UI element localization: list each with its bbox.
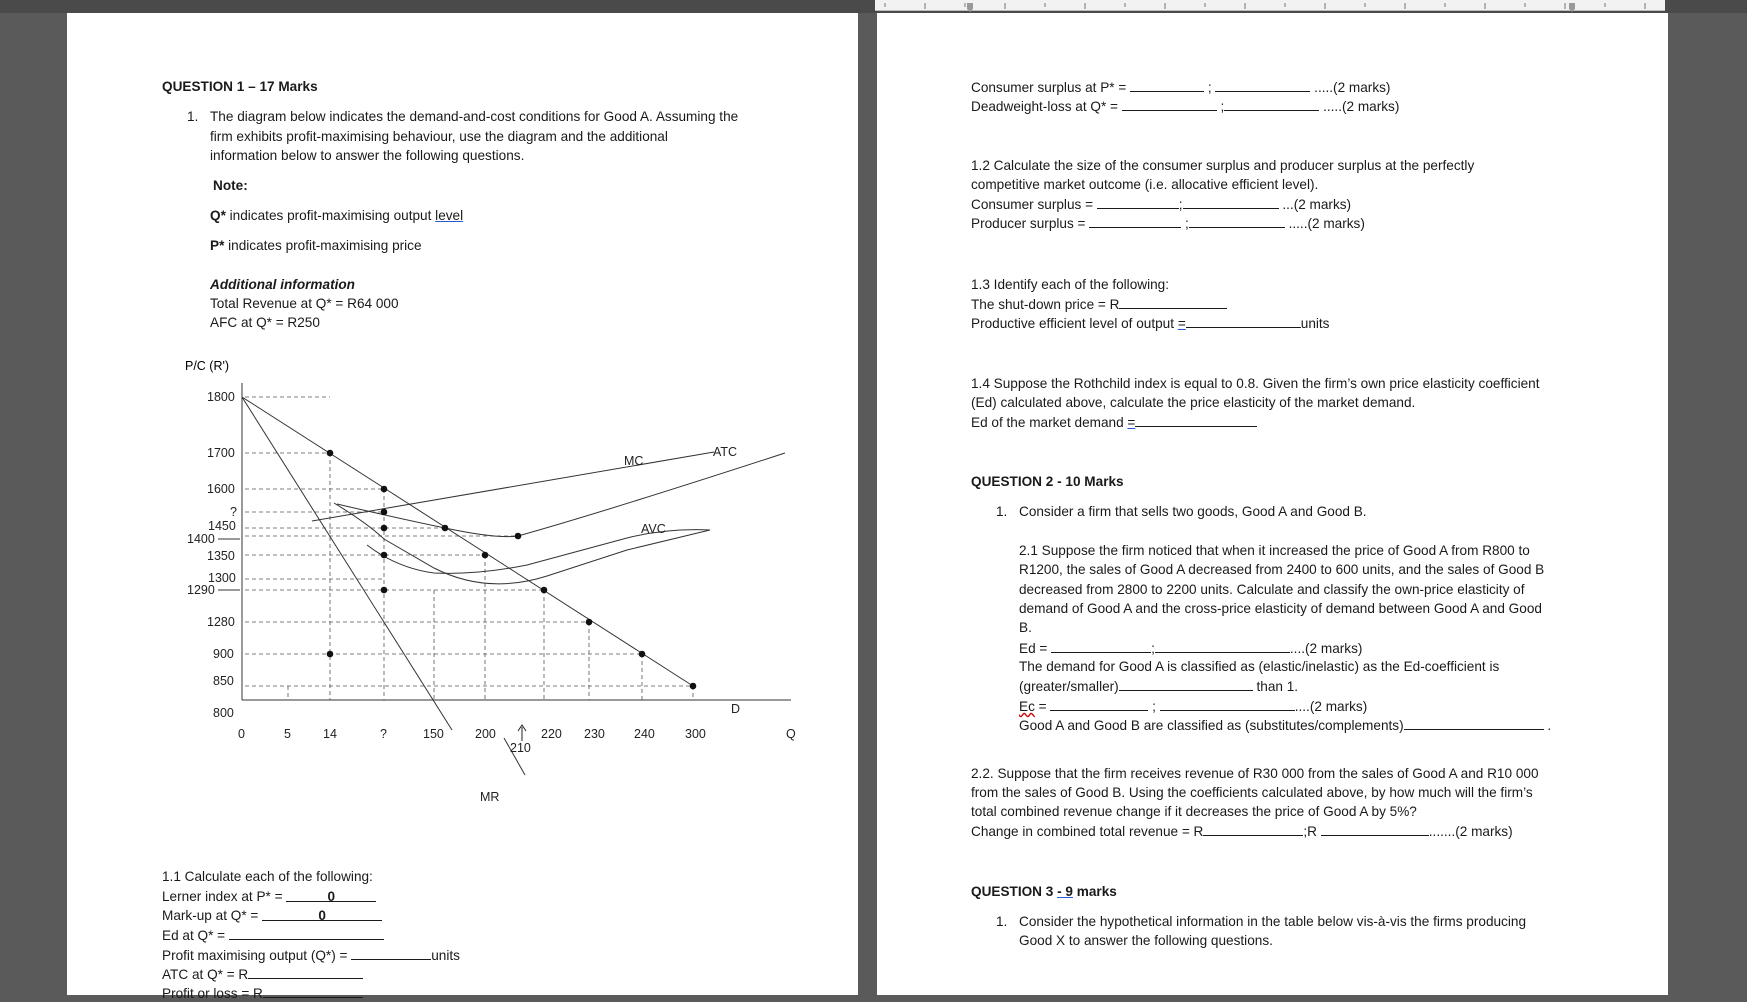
q1-2-ps-row: Producer surplus = ; .....(2 marks) xyxy=(971,216,1365,231)
q2-2-r-label: R xyxy=(1307,824,1317,839)
document-page-left[interactable] xyxy=(67,13,858,1001)
pmo-answer-field[interactable] xyxy=(351,947,431,960)
cs-label: Consumer surplus at P* = xyxy=(971,80,1131,95)
atc-answer-field[interactable] xyxy=(248,966,363,979)
shutdown-label: The shut-down price = R xyxy=(971,297,1120,312)
q1-2-cs-label: Consumer surplus = xyxy=(971,197,1097,212)
q2-1-greater-smaller: (greater/smaller) xyxy=(1019,679,1119,694)
productive-unit: units xyxy=(1300,316,1330,331)
q1-2-cs-field-2[interactable] xyxy=(1183,196,1279,209)
cs-answer-field-1[interactable] xyxy=(1130,79,1204,92)
q2-1-ec-field-2[interactable] xyxy=(1160,698,1295,711)
q1-2-ps-marks: .....(2 marks) xyxy=(1288,216,1365,231)
q1-intro-line-2: firm exhibits profit-maximising behaviour, use the diagram and the additional xyxy=(210,129,668,144)
q2-1-line-1: 2.1 Suppose the firm noticed that when it increased the price of Good A from R800 to xyxy=(1019,543,1530,558)
q2-2-line-2: from the sales of Good B. Using the coefficients calculated above, by how much will the firm’s xyxy=(971,785,1533,800)
q3-line-1: Consider the hypothetical information in the table below vis-à-vis the firms producing xyxy=(1019,914,1526,929)
q2-2-marks: .......(2 marks) xyxy=(1428,824,1513,839)
question-1-heading: QUESTION 1 – 17 Marks xyxy=(162,79,318,94)
q1-2-cs-row: Consumer surplus = ; ...(2 marks) xyxy=(971,197,1352,212)
q3-heading-part-a: QUESTION 3 xyxy=(971,884,1058,899)
q2-item-number: 1. xyxy=(996,504,1008,519)
y-tick-labels xyxy=(187,390,237,720)
q2-2-line-3: total combined revenue change if it decreases the price of Good A by 5%? xyxy=(971,804,1417,819)
y-tick-1600: 1600 xyxy=(207,482,235,496)
p-star-symbol: P* xyxy=(210,238,225,253)
mr-label: MR xyxy=(480,790,500,804)
q2-1-ed-label: Ed = xyxy=(1019,641,1052,656)
mc-label: MC xyxy=(624,454,644,468)
markup-row xyxy=(162,908,382,924)
y-tick-850: 850 xyxy=(213,674,234,688)
ruler-ticks xyxy=(875,3,1665,13)
x-tick-230: 230 xyxy=(584,727,605,741)
pmo-unit: units xyxy=(431,948,460,963)
q-star-level: level xyxy=(435,208,464,223)
q1-2-line-2: competitive market outcome (i.e. allocative efficient level). xyxy=(971,177,1319,192)
productive-label: Productive efficient level of output xyxy=(971,316,1178,331)
horizontal-ruler[interactable] xyxy=(875,0,1665,11)
x-tick-220: 220 xyxy=(541,727,562,741)
lerner-answer-field[interactable]: 0 xyxy=(286,889,376,902)
q-star-symbol: Q* xyxy=(210,208,226,223)
avc-label: AVC xyxy=(641,522,666,536)
p-star-text: indicates profit-maximising price xyxy=(224,238,422,253)
q2-1-class-field[interactable] xyxy=(1119,678,1253,691)
q2-1-goods-row: Good A and Good B are classified as (substitutes/complements) . xyxy=(1019,718,1552,733)
q2-1-line-4: demand of Good A and the cross-price elasticity of demand between Good A and Good xyxy=(1019,601,1542,616)
document-page-right[interactable] xyxy=(877,13,1668,995)
q2-1-ec-marks: ....(2 marks) xyxy=(1294,699,1368,714)
x-tick-unknown: ? xyxy=(380,727,387,741)
p-star-note xyxy=(210,238,422,254)
y-tick-unknown: ? xyxy=(230,505,237,519)
x-tick-210: 210 xyxy=(510,741,531,755)
markup-label: Mark-up at Q* = xyxy=(162,908,263,923)
q1-2-ps-field-1[interactable] xyxy=(1089,215,1181,228)
profit-answer-field[interactable] xyxy=(263,985,363,998)
q2-1-ec-row: Ec = ; ....(2 marks) xyxy=(1019,699,1368,714)
q2-1-class-line-2 xyxy=(1019,678,1298,695)
q-star-text: indicates profit-maximising output xyxy=(225,208,436,223)
productive-efficiency-row xyxy=(971,315,1329,332)
q3-line-2: Good X to answer the following questions. xyxy=(1019,933,1273,948)
q2-2-change-row: Change in combined total revenue = R ;R .......(2 marks) xyxy=(971,824,1513,839)
average-variable-cost-curve xyxy=(367,530,710,574)
ed-label: Ed at Q* = xyxy=(162,928,229,943)
x-tick-150: 150 xyxy=(423,727,444,741)
cs-at-p-star-row: Consumer surplus at P* = ; .....(2 marks) xyxy=(971,80,1391,95)
dwl-answer-field-1[interactable] xyxy=(1122,98,1217,111)
dwl-label: Deadweight-loss at Q* = xyxy=(971,99,1122,114)
q-star-note xyxy=(210,208,463,224)
y-tick-800: 800 xyxy=(213,706,234,720)
q2-1-than-one: than 1. xyxy=(1252,679,1299,694)
atc-label: ATC xyxy=(713,445,738,459)
profit-row xyxy=(162,985,363,1002)
q2-1-ec-label: Ec xyxy=(1019,699,1035,714)
x-tick-300: 300 xyxy=(685,727,706,741)
q2-2-change-field-1[interactable] xyxy=(1203,823,1303,836)
q1-item-number: 1. xyxy=(187,109,199,124)
q1-4-ed-row xyxy=(971,414,1257,431)
y-tick-900: 900 xyxy=(213,647,234,661)
productive-equals: = xyxy=(1177,316,1186,331)
markup-answer-field[interactable]: 0 xyxy=(262,908,382,921)
q2-1-goods-field[interactable] xyxy=(1404,717,1544,730)
x-tick-240: 240 xyxy=(634,727,655,741)
q2-1-ed-marks: ....(2 marks) xyxy=(1289,641,1363,656)
x-tick-0: 0 xyxy=(238,727,245,741)
y-tick-1400: 1400 xyxy=(187,532,215,546)
q1-4-equals: = xyxy=(1127,415,1136,430)
q2-1-class-line-1: The demand for Good A is classified as (elastic/inelastic) as the Ed-coefficient is xyxy=(1019,659,1500,674)
y-tick-1300: 1300 xyxy=(208,571,236,585)
q3-heading-part-c: marks xyxy=(1072,884,1117,899)
q1-4-line-2: (Ed) calculated above, calculate the price elasticity of the market demand. xyxy=(971,395,1416,410)
atc-row xyxy=(162,966,363,983)
q2-1-ed-row: Ed = ; ....(2 marks) xyxy=(1019,641,1363,656)
dwl-row: Deadweight-loss at Q* = ; .....(2 marks) xyxy=(971,99,1400,114)
q2-2-change-label: Change in combined total revenue = R xyxy=(971,824,1204,839)
ed-row xyxy=(162,927,384,944)
q1-2-cs-field-1[interactable] xyxy=(1097,196,1179,209)
q1-intro-line-1: The diagram below indicates the demand-and-cost conditions for Good A. Assuming the xyxy=(210,109,739,124)
q2-2-line-1: 2.2. Suppose that the firm receives revenue of R30 000 from the sales of Good A and R10 000 xyxy=(971,766,1539,781)
q2-item-text: Consider a firm that sells two goods, Good A and Good B. xyxy=(1019,504,1367,519)
note-label: Note: xyxy=(213,178,248,193)
x-tick-5: 5 xyxy=(284,727,291,741)
q2-1-ec-equals: = xyxy=(1034,699,1051,714)
mc-lower-segment xyxy=(334,503,710,584)
afc-info: AFC at Q* = R250 xyxy=(210,315,320,330)
shutdown-price-row xyxy=(971,296,1227,313)
cost-curve-diagram xyxy=(67,343,858,813)
q2-1-ed-field-2[interactable] xyxy=(1155,640,1290,653)
q1-2-ps-label: Producer surplus = xyxy=(971,216,1090,231)
q1-4-ed-label: Ed of the market demand xyxy=(971,415,1128,430)
q2-1-goods-label: Good A and Good B are classified as (substitutes/complements) xyxy=(1019,718,1404,733)
q1-intro-line-3: information below to answer the following questions. xyxy=(210,148,525,163)
q1-2-cs-marks: ...(2 marks) xyxy=(1282,197,1352,212)
dwl-marks: .....(2 marks) xyxy=(1323,99,1400,114)
average-total-cost-curve xyxy=(337,453,785,537)
cs-marks: .....(2 marks) xyxy=(1314,80,1391,95)
additional-info-heading: Additional information xyxy=(210,277,355,292)
y-axis-label: P/C (R') xyxy=(185,359,230,373)
left-indent-marker[interactable] xyxy=(967,3,973,12)
y-tick-1290: 1290 xyxy=(187,583,215,597)
q1-4-line-1: 1.4 Suppose the Rothchild index is equal to 0.8. Given the firm’s own price elasticity coefficient xyxy=(971,376,1540,391)
ed-answer-field[interactable] xyxy=(229,927,384,940)
question-2-heading: QUESTION 2 - 10 Marks xyxy=(971,474,1124,489)
q1-1-heading: 1.1 Calculate each of the following: xyxy=(162,869,373,884)
q1-2-ps-field-2[interactable] xyxy=(1189,215,1285,228)
pmo-label: Profit maximising output (Q*) = xyxy=(162,948,352,963)
y-tick-1800: 1800 xyxy=(207,390,235,404)
dwl-answer-field-2[interactable] xyxy=(1224,98,1319,111)
shutdown-field[interactable] xyxy=(1119,296,1227,309)
q2-1-line-5: B. xyxy=(1019,620,1032,635)
demand-label: D xyxy=(731,702,741,716)
x-tick-200: 200 xyxy=(475,727,496,741)
arrow-up-icon xyxy=(518,725,526,741)
q2-1-line-3: decreased from 2800 to 2200 units. Calculate and classify the own-price elasticity of xyxy=(1019,582,1525,597)
y-tick-1280: 1280 xyxy=(207,615,235,629)
q1-2-line-1: 1.2 Calculate the size of the consumer surplus and producer surplus at the perfectly xyxy=(971,158,1475,173)
marginal-cost-curve xyxy=(312,452,714,521)
marginal-revenue-curve xyxy=(242,397,452,730)
cs-answer-field-2[interactable] xyxy=(1215,79,1310,92)
y-tick-1700: 1700 xyxy=(207,446,235,460)
lerner-label: Lerner index at P* = xyxy=(162,889,287,904)
pmo-row xyxy=(162,947,460,964)
q3-heading-part-b: - 9 xyxy=(1057,884,1073,899)
q2-1-ec-field-1[interactable] xyxy=(1050,698,1148,711)
x-tick-14: 14 xyxy=(323,727,337,741)
profit-label: Profit or loss = R xyxy=(162,986,263,1001)
atc-label: ATC at Q* = R xyxy=(162,967,249,982)
q2-2-change-field-2[interactable] xyxy=(1321,823,1429,836)
x-axis-label: Q xyxy=(786,727,796,741)
productive-field[interactable] xyxy=(1186,315,1301,328)
q1-4-ed-field[interactable] xyxy=(1135,414,1257,427)
right-indent-marker[interactable] xyxy=(1569,3,1575,12)
q3-item-number: 1. xyxy=(996,914,1008,929)
q2-1-line-2: R1200, the sales of Good A decreased from 2400 to 600 units, and the sales of Good B xyxy=(1019,562,1545,577)
demand-curve xyxy=(242,397,693,686)
q2-1-ed-field-1[interactable] xyxy=(1051,640,1151,653)
total-revenue-info: Total Revenue at Q* = R64 000 xyxy=(210,296,399,311)
lerner-index-row xyxy=(162,889,376,905)
question-3-heading xyxy=(971,884,1117,900)
x-tick-labels xyxy=(238,727,796,755)
q1-3-heading: 1.3 Identify each of the following: xyxy=(971,277,1169,292)
y-tick-1450: 1450 xyxy=(208,519,236,533)
y-tick-1350: 1350 xyxy=(207,549,235,563)
